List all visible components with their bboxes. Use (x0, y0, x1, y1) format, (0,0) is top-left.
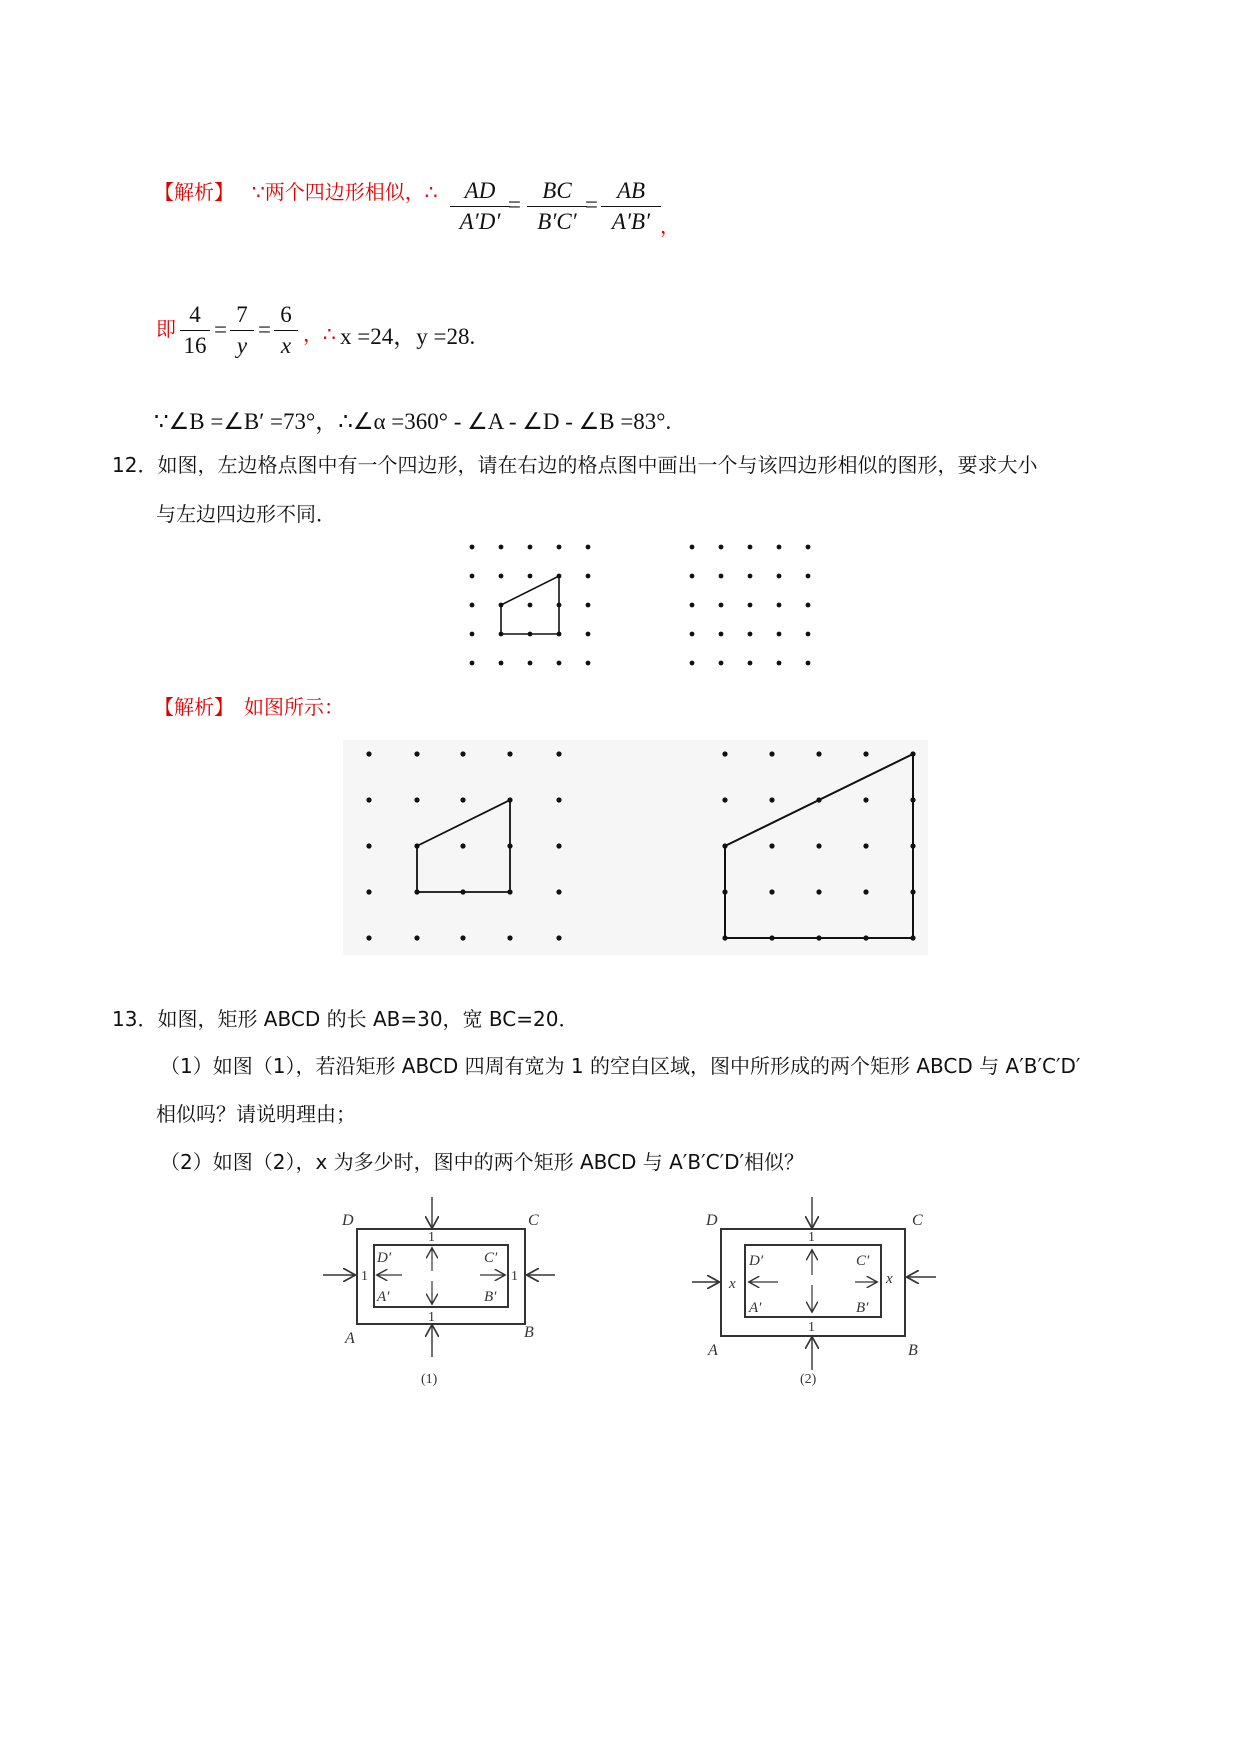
fraction-numerator: 6 (280, 302, 292, 327)
fraction-denominator: 16 (183, 333, 207, 358)
gap-label-right: x (886, 1271, 893, 1287)
gap-label-left: x (729, 1276, 736, 1292)
analysis-since-text: ∵两个四边形相似，∴ (252, 180, 438, 204)
label-c-prime: C′ (856, 1253, 870, 1269)
fraction-denominator: y (236, 333, 248, 358)
fraction-denominator: x (280, 333, 292, 358)
equals-sign: = (585, 192, 598, 217)
label-d-prime: D′ (377, 1250, 392, 1266)
label-a: A (708, 1342, 718, 1359)
label-c: C (528, 1212, 539, 1229)
fraction-denominator: A′D′ (459, 209, 501, 234)
line2-result: x =24，y =28. (340, 324, 476, 349)
q12-line1 (112, 451, 1037, 479)
analysis-tail: ， (660, 214, 680, 238)
fraction-ab (601, 176, 661, 237)
left-dot-grid (470, 545, 591, 666)
label-a-prime: A′ (749, 1300, 762, 1316)
label-c: C (912, 1212, 923, 1229)
q13-figure (0, 1195, 1240, 1395)
fraction-numerator: AB (616, 178, 646, 203)
figure-2-caption: (2) (800, 1372, 817, 1387)
q13-part1-line1: （1）如图（1），若沿矩形 ABCD 四周有宽为 1 的空白区域，图中所形成的两个矩形 ABCD 与 A′B′C′D′ (160, 1054, 1081, 1078)
fraction-6-x (274, 300, 298, 361)
label-b: B (908, 1342, 918, 1359)
line2-therefore: ，∴ (303, 322, 336, 346)
right-dot-grid (690, 545, 811, 666)
fraction-4-16 (180, 300, 210, 361)
answer-figure-background (343, 740, 928, 955)
label-c-prime: C′ (484, 1250, 498, 1266)
fraction-numerator: 7 (236, 302, 248, 327)
gap-label-right: 1 (511, 1269, 518, 1284)
figure-1 (323, 1197, 555, 1357)
fraction-ad (450, 176, 510, 237)
equals-sign: = (508, 192, 521, 217)
equals-sign: = (258, 317, 271, 342)
q13-number: 13． (112, 1007, 158, 1031)
label-b-prime: B′ (484, 1289, 497, 1305)
gap-label-bottom: 1 (428, 1310, 435, 1325)
q13-intro-text: 如图，矩形 ABCD 的长 AB=30，宽 BC=20． (157, 1007, 579, 1031)
gap-label-bottom: 1 (808, 1320, 815, 1335)
q12-number: 12． (112, 453, 158, 477)
q12-grid-figure (0, 535, 1240, 665)
label-b: B (524, 1324, 534, 1341)
q13-intro (112, 1005, 578, 1033)
figure-1-caption: (1) (421, 1372, 438, 1387)
fraction-denominator: B′C′ (537, 209, 577, 234)
fraction-numerator: 4 (189, 302, 201, 327)
line2-prefix: 即 (156, 317, 176, 341)
q12-answer-figure (0, 740, 1240, 960)
fraction-numerator: BC (542, 178, 572, 203)
label-b-prime: B′ (856, 1300, 869, 1316)
q12-analysis-label: 【解析】 (154, 695, 234, 719)
fraction-bc (527, 176, 587, 237)
q12-analysis-text: 如图所示： (244, 695, 344, 719)
fraction-7-y (230, 300, 254, 361)
gap-label-top: 1 (808, 1230, 815, 1245)
gap-label-left: 1 (361, 1269, 368, 1284)
label-a-prime: A′ (377, 1289, 390, 1305)
label-d-prime: D′ (749, 1253, 764, 1269)
angle-computation: ∵∠B =∠B′ =73°，∴∠α =360° - ∠A - ∠D - ∠B =83°. (154, 409, 672, 434)
fraction-denominator: A′B′ (611, 209, 651, 234)
label-d: D (342, 1212, 354, 1229)
outer-rectangle-abcd (357, 1229, 525, 1324)
analysis-label: 【解析】 (154, 180, 234, 204)
q12-text: 如图，左边格点图中有一个四边形，请在右边的格点图中画出一个与该四边形相似的图形，要求大小 (157, 453, 1038, 477)
q12-line2: 与左边四边形不同． (156, 502, 336, 526)
label-a: A (345, 1330, 355, 1347)
label-d: D (706, 1212, 718, 1229)
equals-sign: = (214, 317, 227, 342)
gap-label-top: 1 (428, 1230, 435, 1245)
fraction-numerator: AD (464, 178, 496, 203)
q13-part1-line2: 相似吗？请说明理由； (156, 1102, 356, 1126)
q13-part2: （2）如图（2），x 为多少时，图中的两个矩形 ABCD 与 A′B′C′D′相似？ (160, 1150, 805, 1174)
